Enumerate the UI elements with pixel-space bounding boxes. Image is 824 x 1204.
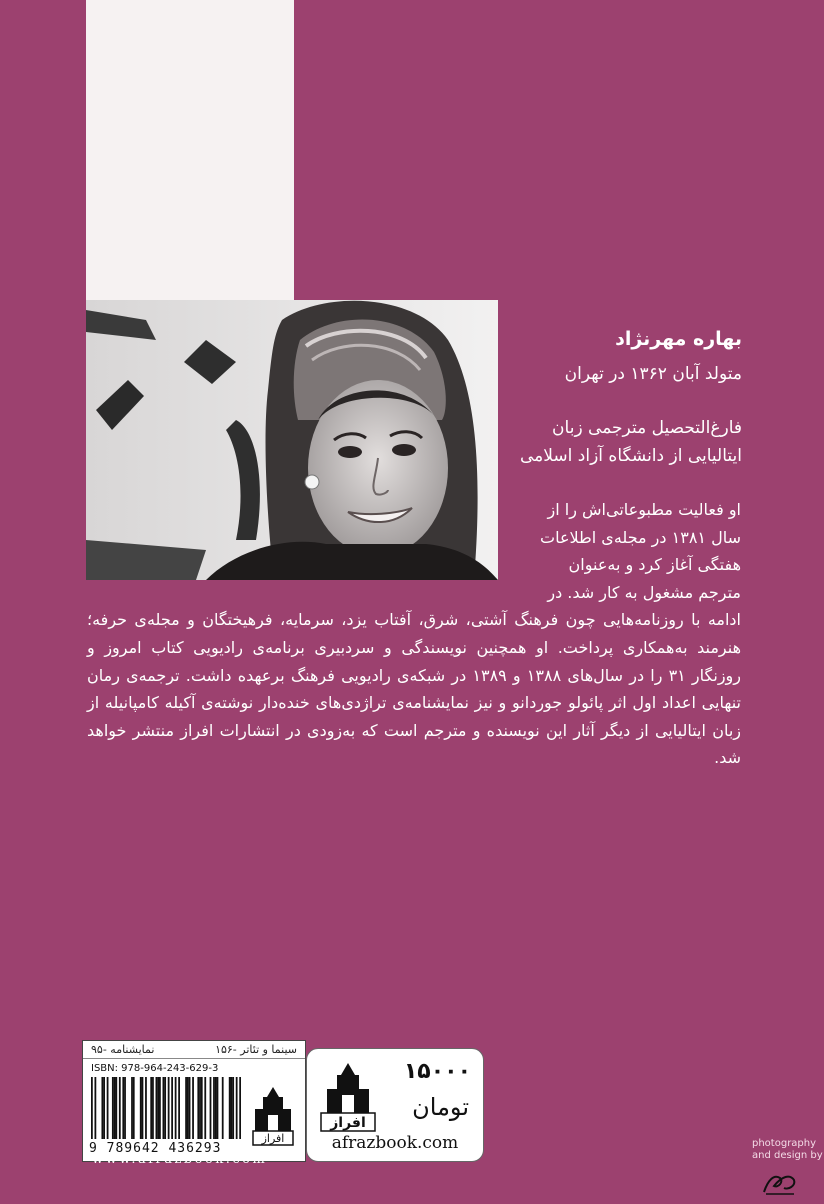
author-education-line: فارغ‌التحصیل مترجمی زبان	[552, 418, 742, 438]
bio-line: مترجم مشغول به کار شد. در	[547, 582, 741, 602]
author-name: بهاره مهرنژاد	[615, 328, 742, 350]
author-education-line: ایتالیایی از دانشگاه آزاد اسلامی	[520, 446, 742, 466]
cover-light-panel	[86, 0, 294, 300]
design-credit	[752, 1138, 823, 1162]
bio-paragraph: ادامه با روزنامه‌هایی چون فرهنگ آشتی، شرق، آفتاب یزد، سرمایه، فرهیختگان و مجله‌ی حرفه؛ هنرمند به‌همکاری پرداخت. او همچنین نویسندگی و سردبیری برنامه‌ی رادیویی کتاب امروز و روزنگار ۳۱ را در سال‌های ۱۳۸۸ و ۱۳۸۹ در شبکه‌ی رادیویی فرهنگ برعهده داشت. ترجمه‌ی رمان تنهایی اعداد اول اثر پائولو جوردانو و نیز نمایشنامه‌ی تراژدی‌های خنده‌دار نوشته‌ی آکیله کامپانیله از زبان ایتالیایی از دیگر آثار این نویسنده و مترجم است که به‌زودی در انتشارات افراز منتشر خواهد شد.	[87, 610, 741, 768]
series-info	[83, 1041, 305, 1059]
bio-line: او فعالیت مطبوعاتی‌اش را از	[547, 500, 741, 519]
author-birth: متولد آبان ۱۳۶۲ در تهران	[564, 364, 742, 384]
credit-line: photography	[752, 1138, 817, 1149]
barcode-icon	[91, 1077, 241, 1139]
logo-label: افراز	[261, 1132, 285, 1145]
publisher-site: afrazbook.com	[331, 1133, 459, 1153]
price-unit: تومان	[412, 1093, 469, 1121]
bio-line: سال ۱۳۸۱ در مجله‌ی اطلاعات	[540, 527, 741, 547]
barcode-number: 9 789642 436293	[89, 1141, 222, 1156]
logo-label: افراز	[330, 1115, 366, 1131]
publisher-logo-icon	[317, 1061, 379, 1133]
price-value: ۱۵۰۰۰	[403, 1059, 471, 1084]
author-biography	[87, 496, 741, 772]
series-cinema: سینما و تئاتر -۱۵۶	[215, 1043, 297, 1056]
credit-line: and design by	[752, 1150, 823, 1161]
barcode-label	[82, 1040, 306, 1162]
designer-signature-icon	[760, 1168, 800, 1198]
publisher-logo-icon	[249, 1085, 297, 1149]
author-education	[442, 414, 742, 470]
price-tag	[306, 1048, 484, 1162]
isbn: ISBN: 978-964-243-629-3	[91, 1063, 219, 1074]
publisher-url: www.afrazbook.com	[92, 1152, 268, 1167]
series-play: نمایشنامه -۹۵	[91, 1043, 155, 1056]
bio-line: هفتگی آغاز کرد و به‌عنوان	[568, 555, 741, 575]
author-intro	[442, 327, 742, 470]
